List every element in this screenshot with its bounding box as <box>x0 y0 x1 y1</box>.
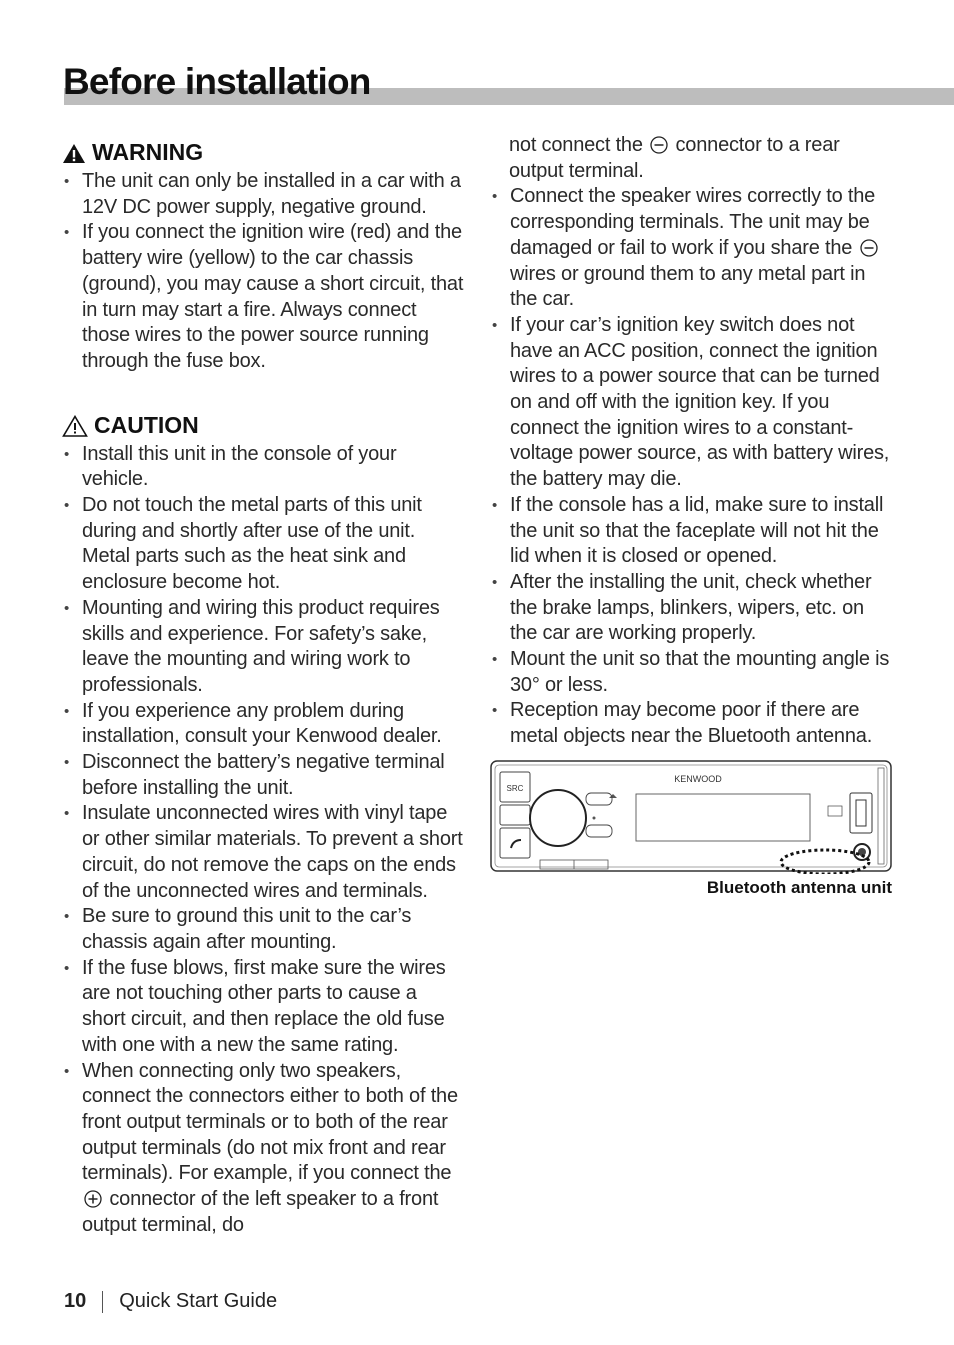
warning-icon <box>62 143 86 164</box>
list-item: • Do not touch the metal parts of this unit during and shortly after use of the unit. Metal parts such as the heat sink and enclosure become hot. <box>62 493 464 596</box>
continued-text-b: connector to a rear output terminal. <box>509 134 840 182</box>
page-footer <box>64 1290 277 1313</box>
list-item: • Mount the unit so that the mounting angle is 30° or less. <box>490 647 892 698</box>
list-item: • After the installing the unit, check whether the brake lamps, blinkers, wipers, etc. on the car are working properly. <box>490 570 892 647</box>
speaker-text-a: Connect the speaker wires correctly to the corresponding terminals. The unit may be damaged or fail to work if you share the <box>510 185 876 259</box>
warning-heading <box>62 139 464 167</box>
list-item: • Insulate unconnected wires with vinyl tape or other similar materials. To prevent a short circuit, do not remove the caps on the ends of the unconnected wires and terminals. <box>62 801 464 904</box>
list-item: • If the fuse blows, first make sure the wires are not touching other parts to cause a short circuit, and then replace the old fuse with one with a new the same rating. <box>62 956 464 1059</box>
list-item: • If your car’s ignition key switch does not have an ACC position, connect the ignition wires to a power source that can be turned on and off with the ignition key. If you connect the ignition wires to a constant-voltage power source, as with battery wires, the battery may die. <box>490 313 892 493</box>
src-button-label: SRC <box>506 784 524 793</box>
caution-heading <box>62 412 464 440</box>
footer-divider <box>102 1291 103 1313</box>
list-item: • If you experience any problem during installation, consult your Kenwood dealer. <box>62 699 464 750</box>
two-speakers-text-a: When connecting only two speakers, connect the connectors either to both of the front output terminals or to both of the rear output terminals (do not mix front and rear terminals). For example, if you connect the <box>82 1059 458 1185</box>
list-item: • Install this unit in the console of your vehicle. <box>62 442 464 493</box>
continued-text-a: not connect the <box>509 134 643 156</box>
minus-circle-icon <box>650 136 668 154</box>
head-unit-illustration <box>490 760 892 874</box>
warning-heading-label: WARNING <box>92 139 204 166</box>
warning-list <box>62 169 464 375</box>
brand-logo: KENWOOD <box>674 774 722 784</box>
list-item: • Reception may become poor if there are metal objects near the Bluetooth antenna. <box>490 698 892 749</box>
left-column <box>62 139 464 1238</box>
two-speakers-text-b: connector of the left speaker to a front output terminal, do <box>82 1188 439 1236</box>
caution-list <box>62 442 464 1239</box>
caution-heading-label: CAUTION <box>94 411 199 438</box>
continued-text <box>490 133 892 184</box>
list-item: • If you connect the ignition wire (red) and the battery wire (yellow) to the car chassis (ground), you may cause a short circuit, that in turn may start a fire. Always connect those wires to the power source running through the fuse box. <box>62 220 464 374</box>
list-item <box>62 1059 464 1239</box>
list-item: • Mounting and wiring this product requires skills and experience. For safety’s sake, leave the mounting and wiring work to professionals. <box>62 596 464 699</box>
list-item: • Disconnect the battery’s negative terminal before installing the unit. <box>62 750 464 801</box>
page-number: 10 <box>64 1290 87 1312</box>
page-title: Before installation <box>63 61 371 102</box>
caution-list-continued <box>490 184 892 749</box>
list-item: • The unit can only be installed in a car with a 12V DC power supply, negative ground. <box>62 169 464 220</box>
speaker-text-b: wires or ground them to any metal part in the car. <box>510 262 866 311</box>
list-item: • If the console has a lid, make sure to install the unit so that the faceplate will not hit the lid when it is closed or opened. <box>490 493 892 570</box>
list-item <box>490 184 892 313</box>
guide-title: Quick Start Guide <box>119 1290 278 1312</box>
caution-icon <box>62 415 88 437</box>
right-column <box>490 133 892 750</box>
plus-circle-icon <box>84 1190 102 1208</box>
minus-circle-icon <box>860 239 878 257</box>
bluetooth-antenna-label: Bluetooth antenna unit <box>706 878 892 897</box>
list-item: • Be sure to ground this unit to the car’s chassis again after mounting. <box>62 904 464 955</box>
